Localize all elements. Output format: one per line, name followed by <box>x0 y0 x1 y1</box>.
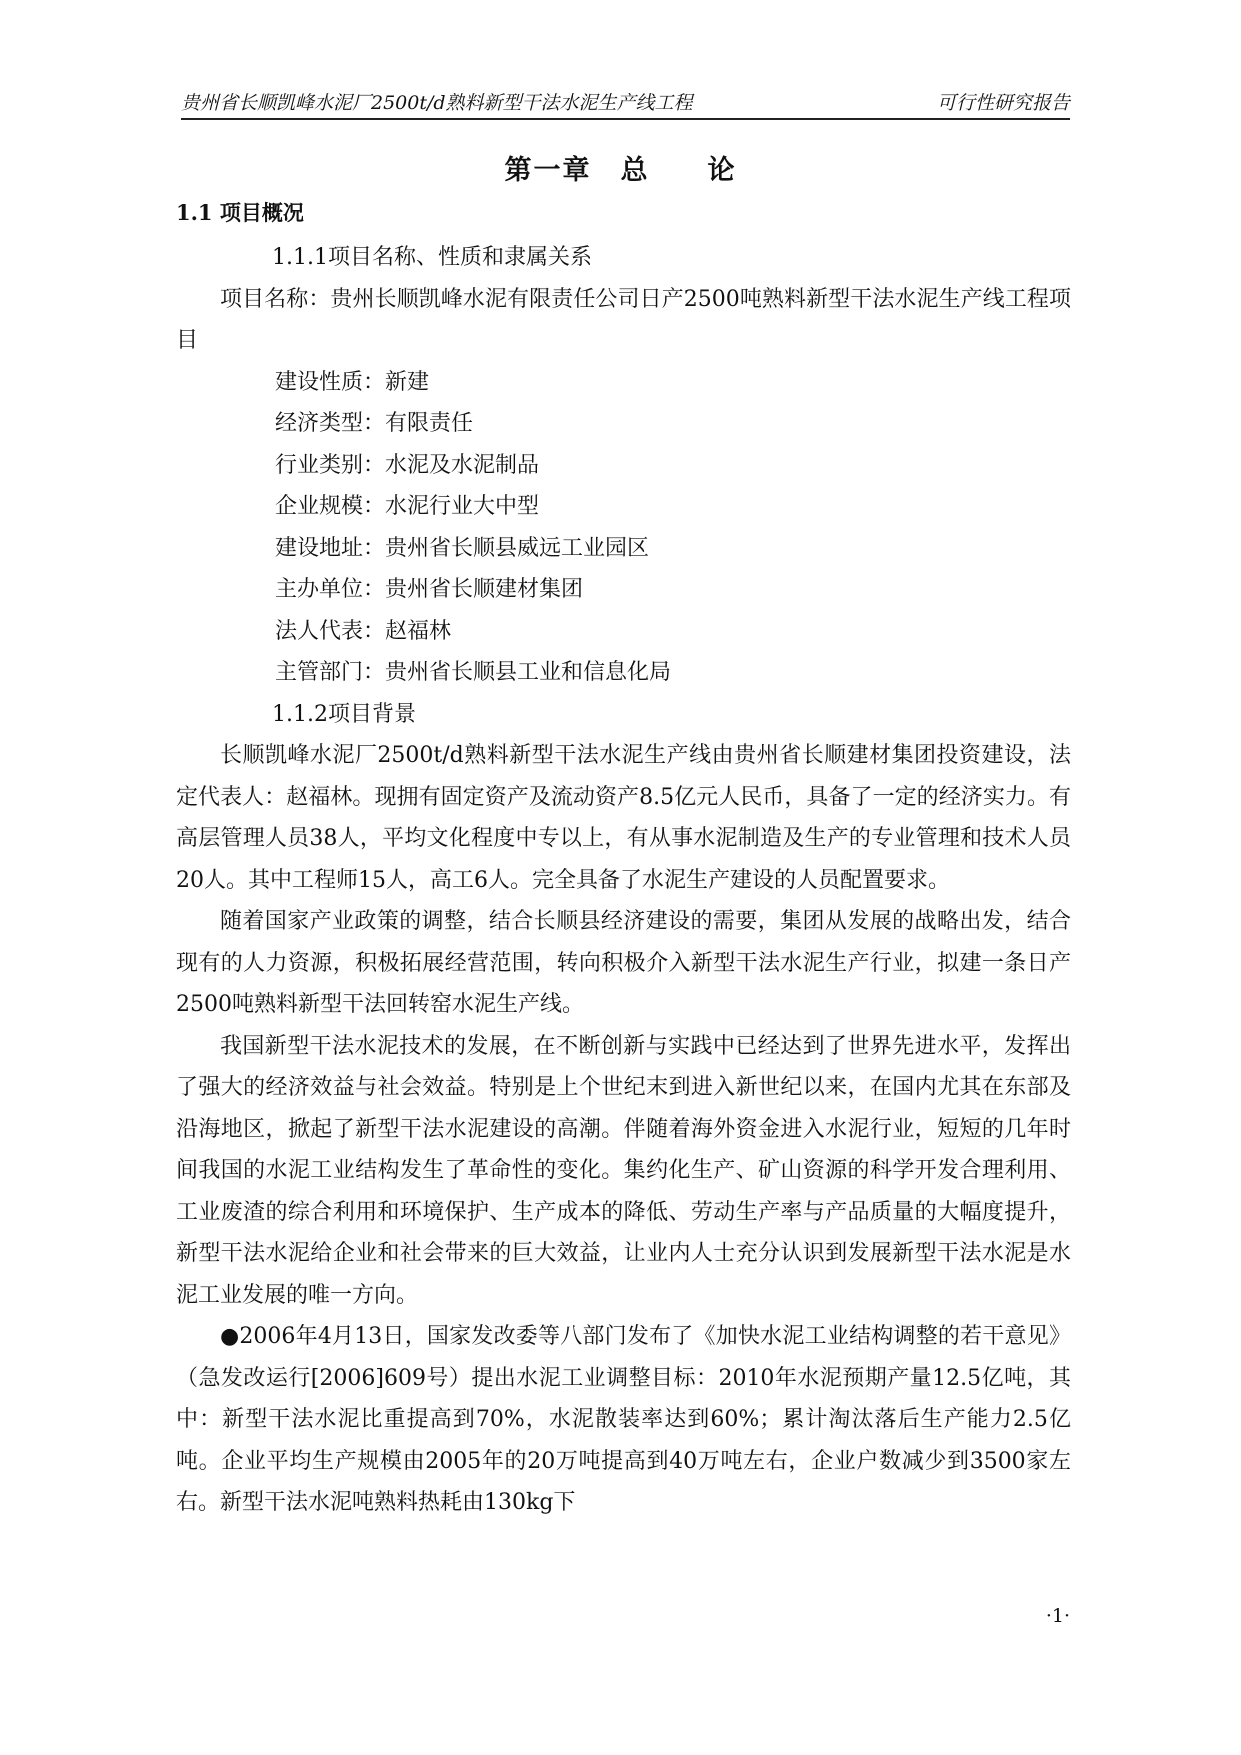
field-legal-representative: 法人代表：赵福林 <box>275 618 452 644</box>
header-document-title: 贵州省长顺凯峰水泥厂2500t/d熟料新型干法水泥生产线工程 <box>181 92 693 114</box>
field-construction-address: 建设地址：贵州省长顺县威远工业园区 <box>275 535 650 561</box>
subsection-title-1-1-2: 1.1.2项目背景 <box>272 701 416 727</box>
section-title: 1.1 项目概况 <box>176 200 304 225</box>
chapter-title: 第一章 总 论 <box>504 155 737 186</box>
paragraph-national-targets: ●2006年4月13日，国家发改委等八部门发布了《加快水泥工业结构调整的若干意见》（急发改运行[2006]609号）提出水泥工业调整目标：2010年水泥预期产量12.5亿吨，其中：新型干法水泥比重提高到70%，水泥散装率达到60%；累计淘汰落后生产能力2.5亿吨。企业平均生产规模由2005年的20万吨提高到40万吨左右，企业户数减少到3500家左右。新型干法水泥吨熟料热耗由130kg下 <box>176 1324 1071 1515</box>
paragraph-policy-adjustment: 随着国家产业政策的调整，结合长顺县经济建设的需要，集团从发展的战略出发，结合现有的人力资源，积极拓展经营范围，转向积极介入新型干法水泥生产行业，拟建一条日产2500吨熟料新型干法回转窑水泥生产线。 <box>176 909 1071 1017</box>
subsection-title-1-1-1: 1.1.1项目名称、性质和隶属关系 <box>272 245 592 270</box>
project-name: 项目名称：贵州长顺凯峰水泥有限责任公司日产2500吨熟料新型干法水泥生产线工程项目 <box>176 286 1071 353</box>
field-economic-type: 经济类型：有限责任 <box>275 411 474 436</box>
page-header <box>181 88 1070 120</box>
paragraph-background: 长顺凯峰水泥厂2500t/d熟料新型干法水泥生产线由贵州省长顺建材集团投资建设，法定代表人：赵福林。现拥有固定资产及流动资产8.5亿元人民币，具备了一定的经济实力。有高层管理人员38人，平均文化程度中专以上，有从事水泥制造及生产的专业管理和技术人员20人。其中工程师15人，高工6人。完全具备了水泥生产建设的人员配置要求。 <box>176 743 1071 893</box>
field-enterprise-scale: 企业规模：水泥行业大中型 <box>275 494 540 519</box>
header-report-type: 可行性研究报告 <box>936 92 1070 114</box>
field-competent-department: 主管部门：贵州省长顺县工业和信息化局 <box>275 660 672 685</box>
field-construction-nature: 建设性质：新建 <box>275 369 430 395</box>
field-industry-category: 行业类别：水泥及水泥制品 <box>275 452 540 478</box>
body-text <box>176 237 1071 1524</box>
page-number: ·1· <box>1045 1605 1070 1627</box>
paragraph-industry-development: 我国新型干法水泥技术的发展，在不断创新与实践中已经达到了世界先进水平，发挥出了强大的经济效益与社会效益。特别是上个世纪末到进入新世纪以来，在国内尤其在东部及沿海地区，掀起了新型干法水泥建设的高潮。伴随着海外资金进入水泥行业，短短的几年时间我国的水泥工业结构发生了革命性的变化。集约化生产、矿山资源的科学开发合理利用、工业废渣的综合利用和环境保护、生产成本的降低、劳动生产率与产品质量的大幅度提升，新型干法水泥给企业和社会带来的巨大效益，让业内人士充分认识到发展新型干法水泥是水泥工业发展的唯一方向。 <box>176 1033 1071 1308</box>
field-sponsor-unit: 主办单位：贵州省长顺建材集团 <box>275 577 584 602</box>
